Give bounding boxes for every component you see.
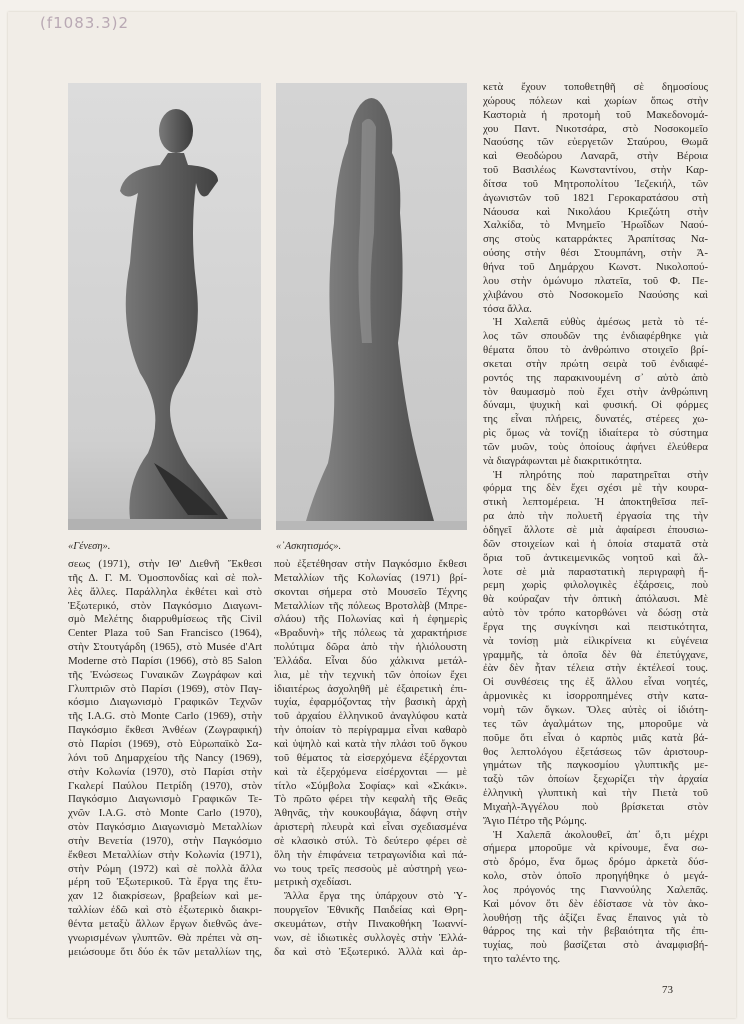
- text-line: θάρρος της καὶ τὴν βεβαιότητα τῆς ἐπι-: [483, 925, 708, 938]
- text-line: σλάου) τῆς Πολωνίας καὶ ἡ ἐφημερὶς: [274, 613, 467, 626]
- text-line: φόρμα της δὲν ἔχει σχέσι μὲ τὴν κουρα-: [483, 482, 708, 495]
- paragraph: [274, 890, 467, 959]
- text-line: λος πρόγονός της Γιαννούλης Χαλεπᾶς.: [483, 883, 708, 896]
- text-line: ποὺ ἐξετέθησαν στὴν Παγκόσμιο ἔκθεσι: [274, 558, 467, 570]
- text-line: χνῶν I.A.G. στὸ Monte Carlo (1970),: [68, 807, 262, 820]
- text-line: χου Παντ. Νικοτσάρα, στὸ Νοσοκομεῖο: [483, 122, 708, 135]
- text-line: σκευμάτων, στὴν Πινακοθήκη Ἰωαννί-: [274, 917, 467, 930]
- text-line: νὰ διαγράφωνται μὲ διακριτικότητα.: [483, 454, 642, 467]
- text-line: Ἡ Χαλεπᾶ εὐθὺς ἀμέσως μετὰ τὸ τέ-: [493, 316, 708, 329]
- text-line: ρεμη χωρὶς φιλολογικὲς ἐξάρσεις, ποὺ: [483, 579, 708, 592]
- text-line: σης στοὺς καταρράκτες Ἀραπίτσας Να-: [483, 233, 708, 246]
- handwritten-archive-note: (f1083.3)2: [40, 14, 130, 32]
- text-line: νων, σὲ ἰδιωτικὲς συλλογὲς στὴν Ἑλλά-: [274, 931, 467, 944]
- text-line: στὴν Βενετία (1970), στὴν Παγκόσμιο: [68, 834, 262, 847]
- text-line: σμὸ Μελέτης διαρρυθμίσεως τῆς Civil: [68, 613, 262, 626]
- text-line: Παγκόσμιο ἔκθεσι Ἀνθέων (Ζωγραφική): [68, 724, 262, 737]
- text-line: χαν 12 διακρίσεων, βραβείων καὶ με-: [68, 890, 262, 903]
- text-line: γνωρισμένων γλυπτῶν. Θὰ πρέπει νὰ ση-: [68, 931, 262, 944]
- text-line: ἐὰν δὲν ἦταν τέλεια στὴν ἐκτέλεσί τους.: [483, 662, 708, 675]
- text-line: ὅρια τοῦ ἀντικειμενικῶς νοητοῦ καὶ ἄλ-: [483, 551, 708, 564]
- text-line: τοῦ Βασιλέως Κωνσταντίνου, στὴν Καρ-: [483, 164, 708, 177]
- text-line: ρα ἀπὸ τὴν πολυετῆ ἐργασία της τὴν: [483, 510, 708, 523]
- text-line: ἑλληνικὴ γλυπτικὴ καὶ τὴν Πιετὰ τοῦ: [483, 787, 708, 800]
- text-line: τῶν μυῶν, τοὺς ὁποίους ἀφήνει ἐλεύθερα: [483, 440, 708, 453]
- text-line: ἀγωνιστῶν τοῦ 1821 Γεροκαρατάσου στὴ: [483, 191, 708, 204]
- text-line: δύναμι, ψυχικὴ καὶ φυσική. Οἱ φόρμες: [483, 399, 708, 412]
- text-line: τὸν θαυμασμὸ ποὺ ἔχει στὴν ἀνθρώπινη: [483, 385, 708, 398]
- text-line: στὴν Ρώμη (1972) καὶ σὲ πολλὰ ἄλλα: [68, 862, 262, 875]
- text-line: θος λεπτολόγου ἐξετάσεως τῶν ἀριστουρ-: [483, 745, 708, 758]
- text-column-middle: [274, 558, 467, 959]
- text-line: Παγκόσμιο Διαγωνισμὸ Γραφικῶν Τε-: [68, 793, 262, 806]
- text-line: καὶ Θεοδώρου Λαναρᾶ, στὴν Βέροια: [483, 150, 708, 163]
- text-line: στὴν Στουτγάρδη (1965), στὸ Musée d'Art: [68, 641, 262, 654]
- text-line: Ναούσης τῶν εὐεργετῶν Σταύρου, Θωμᾶ: [483, 136, 708, 149]
- text-line: πουργεῖον Ἐθνικῆς Παιδείας καὶ Θρη-: [274, 904, 467, 917]
- text-line: στὴν Κολωνία (1970), στὸ Παρίσι στὴν: [68, 765, 262, 778]
- text-line: ταλλίων ἐδῶ καὶ στὸ ἐξωτερικὸ διακρι-: [68, 904, 262, 917]
- text-line: αὐτὸ τὸν τρόπο κατορθώνει νὰ δώσῃ στὰ: [483, 607, 708, 620]
- text-line: δα καὶ στὸ Ἐξωτερικό. Ἀλλὰ καὶ ἀρ-: [274, 945, 467, 958]
- text-line: τοῦ ἀρχαίου ἑλληνικοῦ ἀναγλύφου κατὰ: [274, 710, 467, 723]
- text-line: Καστοριὰ ἡ προτομὴ τοῦ Μακεδονομά-: [483, 108, 708, 121]
- text-line: ὅλη τὴν ἐπιφάνεια τετραγωνίδια καὶ πά-: [274, 848, 467, 861]
- text-line: ὁδηγεῖ ἄλλοτε σὲ μιὰ ἀφαίρεσι ἐπουσιω-: [483, 524, 708, 536]
- text-line: μέρη τοῦ Ἐξωτερικοῦ. Τὰ ἔργα της ἔτυ-: [68, 876, 262, 889]
- text-line: ούσης στὴν θέσι Στουμπάνη, στὴν Ἀ-: [483, 247, 708, 260]
- text-line: χλιβάνου στὸ Νοσοκομεῖο Ναούσης καὶ: [483, 288, 708, 301]
- paragraph: [483, 829, 708, 967]
- paragraph: [483, 81, 708, 316]
- text-line: Moderne στὸ Παρίσι (1966), στὸ 85 Salon: [68, 654, 262, 667]
- text-line: σήμερα μποροῦμε νὰ κρίνουμε, ἕνα σω-: [483, 842, 708, 855]
- text-line: τῆς Δ. Γ. Μ. Ὁμοσπονδίας καὶ σὲ πολ-: [68, 571, 262, 584]
- text-line: τυχίας, ποὺ βασίζεται στὸ ἀναμφισβή-: [483, 939, 708, 952]
- paragraph: [483, 316, 708, 468]
- text-line: γραμμῆς, τὰ ὁποῖα δὲν θὰ ἐπετύγχανε,: [483, 648, 708, 661]
- text-line: λὲς ἄλλες. Παράλληλα ἐκθέτει καὶ στὸ: [68, 585, 262, 598]
- text-line: τῆς Ἑνώσεως Γυναικῶν Ζωγράφων καὶ: [68, 668, 262, 681]
- text-line: Νάουσα καὶ Νικολάου Κριεζώτη στὴν: [483, 205, 708, 218]
- figure-caption-askitismos: «᾿Ασκητισμός».: [276, 541, 342, 552]
- text-line: τες τῶν ἀγαλμάτων της, μποροῦμε νὰ: [483, 717, 708, 730]
- text-line: νὰ τονίσῃ μιὰ εἰλικρίνεια κι εὐγένεια: [483, 634, 708, 647]
- sculpture-askitismos-image: [276, 83, 467, 530]
- text-line: καὶ τὰ ἐξερχόμενα εἰσέρχονται — μὲ: [274, 765, 467, 778]
- text-line: Οἱ συνθέσεις της ἐξ ἄλλου εἶναι νοητές,: [483, 676, 708, 689]
- text-column-right: [483, 81, 708, 967]
- text-line: Center Plaza τοῦ San Francisco (1964),: [68, 627, 262, 640]
- text-line: ἰδιαιτέρως ἀσχοληθῆ μὲ ἐξαιρετικὴ ἐπι-: [274, 682, 467, 695]
- text-line: τὴν ὁποίαν τὸ περίγραμμα εἶναι καθαρὸ: [274, 724, 467, 737]
- text-line: ροντός της παρακινουμένη σ᾿ αὐτὸ ἀπὸ: [483, 371, 708, 384]
- text-line: τητο ταλέντο της.: [483, 953, 561, 966]
- text-line: Ἐξωτερικό, στὸν Παγκόσμιο Διαγωνι-: [68, 599, 262, 612]
- text-line: Τὸ πρῶτο φέρει τὴν κεφαλὴ τῆς Θεᾶς: [274, 793, 467, 806]
- text-line: μειώσουμε ὅτι δύο ἐκ τῶν μεταλλίων της,: [68, 945, 262, 958]
- text-line: Γκαλερί Παύλου Πετρίδη (1970), στὸν: [68, 779, 262, 792]
- sculpture-photo-genesis: [68, 83, 261, 530]
- text-line: στικὴ λεπτομέρεια. Ἡ ἀποκτηθεῖσα πεῖ-: [483, 496, 708, 509]
- text-line: Χαλκίδα, τὸ Μνημεῖο Ἡρωΐδων Ναού-: [483, 219, 708, 232]
- text-line: νομὴ τῶν ὄγκων. Ὅλες αὐτὲς οἱ ἰδιότη-: [483, 703, 708, 716]
- text-line: ἀριστερὴ πλευρὰ καὶ εἶναι σχεδιασμένα: [274, 821, 467, 834]
- paragraph: [68, 558, 262, 959]
- text-line: της εἶναι πλήρεις, δυνατές, στέρεες χω-: [483, 413, 708, 426]
- text-line: θήνα τοῦ Δημάρχου Κωνστ. Νικολοπού-: [483, 260, 708, 273]
- text-line: Καὶ μόνον ὅτι δὲν ἐδίστασε νὰ τὸν ἀκο-: [483, 897, 708, 910]
- text-line: σὲ κλασικὸ στύλ. Τὸ δεύτερο φέρει σὲ: [274, 834, 467, 847]
- text-line: τυχία, ἐφαρμόζοντας τὴν βασικὴ ἀρχὴ: [274, 696, 467, 709]
- sculpture-genesis-image: [68, 83, 261, 530]
- sculpture-photo-askitismos: [276, 83, 467, 530]
- text-line: χώρους πόλεων καὶ χωρίων ὅπως στὴν: [483, 94, 708, 107]
- text-line: ἔκθεσι Μεταλλίων στὴν Κολωνία (1971),: [68, 848, 262, 861]
- text-line: θὰ κούραζαν τὴν ὀπτικὴ ἀπόλαυσι. Μὲ: [483, 593, 708, 606]
- paragraph: [483, 469, 708, 829]
- text-line: ἁρμονικὲς κι ἰσορροπημένες στὴν κατα-: [483, 690, 708, 703]
- text-line: «Βραδυνὴ» τῆς πόλεως τὰ χαρακτήρισε: [274, 627, 467, 640]
- text-line: κολο, στὸν ὁποῖο προηγήθηκε ὁ μεγά-: [483, 870, 708, 883]
- paragraph: [274, 558, 467, 890]
- text-line: γημάτων τῆς παγκοσμίου γλυπτικῆς με-: [483, 759, 708, 772]
- text-line: Ἡ Χαλεπᾶ ἀκολουθεῖ, ἀπ᾿ ὅ,τι μέχρι: [493, 828, 708, 841]
- text-line: Μεταλλίων τῆς Κολωνίας (1971) βρί-: [274, 571, 467, 584]
- text-line: λια, μὲ τὴν τεχνικὴ τῶν ὁποίων ἔχει: [274, 668, 467, 681]
- text-line: στὸ δρόμο, ἕνα ὅμως δρόμο ἀρκετὰ δύσ-: [483, 856, 708, 869]
- text-line: τοῦ θέματος τὰ εἰσερχόμενα ἐξέρχονται: [274, 751, 467, 764]
- text-line: ταξὺ τῶν ὁποίων ξεχωρίζει τὴν ἀρχαία: [483, 773, 708, 786]
- text-line: λόνι τοῦ Δημαρχείου τῆς Nancy (1969),: [68, 751, 262, 764]
- text-line: Μιχαὴλ-Ἀγγέλου ποὺ βρίσκεται στὸν: [483, 800, 708, 813]
- text-line: ρὶς ὅμως νὰ τονίζῃ ἰδιαίτερα τὸ σύστημα: [483, 427, 708, 440]
- text-line: στὸν Παγκόσμιο Διαγωνισμὸ Μεταλλίων: [68, 821, 262, 834]
- text-line: Ἄλλα ἔργα της ὑπάρχουν στὸ Ὑ-: [284, 890, 467, 903]
- text-line: Ἀθηνᾶς, τὴν κουκουβάγια, δάφνη στὴν: [274, 807, 467, 820]
- text-line: τῆς I.A.G. στὸ Monte Carlo (1969), στὴν: [68, 710, 262, 723]
- text-line: τίτλο «Σύμβολα Σοφίας» καὶ «Σκάκι».: [274, 779, 467, 792]
- text-line: κετὰ ἔχουν τοποθετηθῆ σὲ δημοσίους: [483, 81, 708, 93]
- text-line: Ἅγιο Πέτρο τῆς Ρώμης.: [483, 814, 587, 827]
- text-line: σκεται στὴν πρώτη σειρὰ τοῦ ἐνδιαφέ-: [483, 357, 708, 370]
- text-column-left: [68, 558, 262, 959]
- text-line: Ἡ πληρότης ποὺ παρατηρεῖται στὴν: [493, 468, 708, 481]
- text-line: στὸ Παρίσι (1969), στὸ Εὐρωπαϊκὸ Σα-: [68, 737, 262, 750]
- text-line: λου στὴν ὁμώνυμο πλατεῖα, τοῦ Φ. Πε-: [483, 274, 708, 287]
- text-line: πολύτιμα δῶρα ἀπὸ τὴν ἡλιόλουστη: [274, 641, 467, 654]
- text-line: θέματα ὅπου τὸ ἀνθρώπινο στοιχεῖο βρί-: [483, 344, 708, 357]
- text-line: λοτε σὲ μιὰ παραστατικὴ περιγραφὴ ἤ-: [483, 565, 708, 578]
- text-line: σκονται σήμερα στὸ Μουσεῖο Τέχνης: [274, 585, 467, 598]
- text-line: τόσα ἄλλα.: [483, 302, 532, 315]
- text-line: λος τῶν σπουδῶν της ἐνδιαφέρθηκε γιὰ: [483, 330, 708, 343]
- text-line: δῶν στοιχείων καὶ ἡ ὁποία σταματᾶ στὰ: [483, 537, 708, 550]
- text-line: σεως (1971), στὴν ΙΘ' Διεθνῆ Ἔκθεσι: [68, 558, 262, 570]
- text-line: νω τους τρεῖς πεσσοὺς μὲ αὐστηρὴ γεω-: [274, 862, 467, 875]
- text-line: θέντα μεταξὺ ἄλλων ἔργων διεθνῶς ἀνε-: [68, 917, 262, 930]
- text-line: Ἑλλάδα. Εἶναι δύο χάλκινα μετάλ-: [274, 654, 467, 667]
- text-line: Γλυπτριῶν στὸ Παρίσι (1969), στὸν Παγ-: [68, 682, 262, 695]
- text-line: δίτσα τοῦ Μητροπολίτου Ἰεζεκιήλ, τῶν: [483, 177, 708, 190]
- figure-caption-genesis: «Γένεση».: [68, 541, 111, 552]
- text-line: κόσμιο Διαγωνισμὸ Γραφικῶν Τεχνῶν: [68, 696, 262, 709]
- text-line: μετρικὴ σχεδίασι.: [274, 876, 352, 889]
- text-line: καὶ ὑψηλὸ καὶ κατὰ τὴν πλάσι τοῦ ὄγκου: [274, 737, 467, 750]
- text-line: ποῦμε ὅτι εἶναι ὁ καρπὸς μιᾶς κατὰ βά-: [483, 731, 708, 744]
- text-line: Μεταλλίων τῆς πόλεως Βροτσλὰβ (Μπρε-: [274, 599, 467, 612]
- page-number: 73: [662, 984, 673, 996]
- text-line: ἔργα της συγκίνησι καὶ πειστικότητα,: [483, 620, 708, 633]
- text-line: λουθήσῃ τῆς ἀξίζει ἕνας ἔπαινος γιὰ τὸ: [483, 911, 708, 924]
